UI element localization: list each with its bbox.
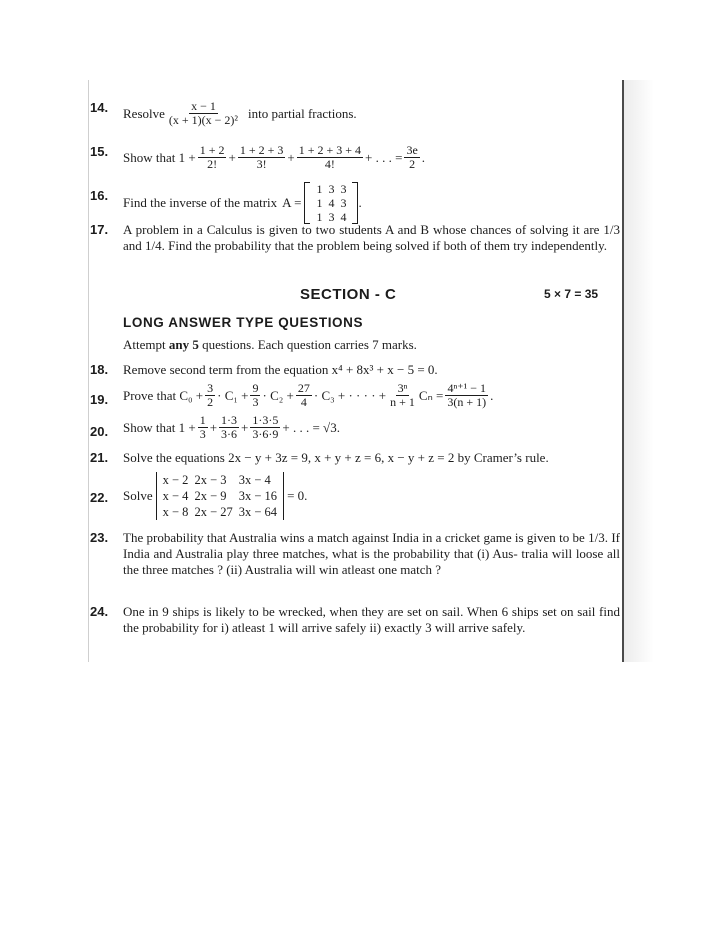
q19-fraction-1 <box>205 382 215 409</box>
q19-term: · C₁ + <box>217 387 249 403</box>
instr-part: Attempt <box>123 337 169 352</box>
q20-fraction-2 <box>219 414 239 441</box>
denominator: 3·6·9 <box>252 427 279 441</box>
q15-prefix: Show that 1 + <box>123 149 196 165</box>
numerator: 1 + 2 <box>199 143 225 157</box>
q15-end: . <box>421 149 426 165</box>
denominator: 3! <box>256 157 267 171</box>
numerator: 1 <box>199 413 206 427</box>
q14-suffix: into partial fractions. <box>248 105 357 121</box>
denominator: 4 <box>300 395 307 409</box>
denominator: (x + 1)(x − 2)² <box>168 113 239 127</box>
denominator: 2 <box>409 157 416 171</box>
q19-prefix: Prove that C₀ + <box>123 387 204 403</box>
section-instructions <box>123 337 417 353</box>
q15-fraction-4 <box>404 144 419 171</box>
matrix-cell: 1 <box>316 210 323 224</box>
q19-fraction-5 <box>445 382 488 409</box>
q15-fraction-1 <box>198 144 227 171</box>
question-number: 23. <box>90 530 109 545</box>
numerator: 1 + 2 + 3 + 4 <box>298 143 362 157</box>
det-cell: 3x − 64 <box>238 505 278 519</box>
q14-prefix: Resolve <box>123 105 165 121</box>
numerator: 3ⁿ <box>397 381 408 395</box>
q19-fraction-4 <box>388 382 417 409</box>
q22-prefix: Solve <box>123 488 153 503</box>
q19-fraction-3 <box>296 382 312 409</box>
numerator: x − 1 <box>191 99 216 113</box>
denominator: 3·6 <box>221 427 238 441</box>
question-number: 17. <box>90 222 109 237</box>
q15-ellipsis: + . . . = <box>365 149 403 165</box>
q18-text: Remove second term from the equation x⁴ + 8x³ + x − 5 = 0. <box>123 362 438 377</box>
denominator: 2 <box>207 395 214 409</box>
matrix-cell: 1 <box>316 182 323 196</box>
q17-text: A problem in a Calculus is given to two students A and B whose chances of solving it are 1/3 and 1/4. Find the probability that the problem being solved if both of them try independently. <box>123 222 620 253</box>
section-subheading: LONG ANSWER TYPE QUESTIONS <box>123 315 364 330</box>
q19-end: . <box>490 387 494 403</box>
page-left-edge <box>88 80 89 662</box>
det-cell: x − 2 <box>162 473 189 487</box>
numerator: 1 + 2 + 3 <box>239 143 284 157</box>
q21-text: Solve the equations 2x − y + 3z = 9, x + y + z = 6, x − y + z = 2 by Cramer’s rule. <box>123 450 549 465</box>
question-number: 24. <box>90 604 109 619</box>
matrix-cell: 3 <box>328 210 335 224</box>
question-number: 21. <box>90 450 109 465</box>
denominator: n + 1 <box>390 395 415 409</box>
q20-fraction-3 <box>250 414 280 441</box>
instr-part: questions. Each question carries 7 marks. <box>198 337 417 352</box>
question-number: 16. <box>90 188 109 203</box>
q19-fraction-2 <box>250 382 260 409</box>
numerator: 4ⁿ⁺¹ − 1 <box>447 381 486 395</box>
question-number: 20. <box>90 424 109 439</box>
numerator: 27 <box>297 381 310 395</box>
numerator: 1·3 <box>221 413 238 427</box>
question-number: 15. <box>90 144 109 159</box>
det-cell: x − 4 <box>162 489 189 503</box>
denominator: 3 <box>199 427 206 441</box>
matrix-cell: 3 <box>340 196 347 210</box>
denominator: 4! <box>324 157 335 171</box>
matrix-A <box>304 182 358 224</box>
numerator: 3 <box>207 381 214 395</box>
q20-fraction-1 <box>198 414 208 441</box>
numerator: 1·3·5 <box>252 413 279 427</box>
determinant <box>156 472 284 520</box>
section-title: SECTION - C <box>300 286 397 303</box>
q19-term: · C₂ + <box>262 387 294 403</box>
question-number: 22. <box>90 490 109 505</box>
q15-fraction-3 <box>297 144 363 171</box>
question-number: 14. <box>90 100 109 115</box>
matrix-name: A = <box>282 195 302 210</box>
question-number: 19. <box>90 392 109 407</box>
q14-fraction <box>167 100 240 127</box>
matrix-cell: 3 <box>328 182 335 196</box>
denominator: 3(n + 1) <box>447 395 487 409</box>
det-cell: 2x − 27 <box>194 505 233 519</box>
section-marks: 5 × 7 = 35 <box>544 287 599 301</box>
denominator: 2! <box>207 157 218 171</box>
numerator: 9 <box>252 381 259 395</box>
q20-end: + . . . = √3. <box>282 419 340 435</box>
q15-fraction-2 <box>238 144 286 171</box>
det-cell: 3x − 4 <box>238 473 271 487</box>
q19-term: · C₃ + · · · · + <box>313 387 387 403</box>
q23-text: The probability that Australia wins a match against India in a cricket game is given to be 1/3. If India and Australia play three matches, what is the probability that (i) Aus- tralia will loose all the three matches ? (ii) Australia will win atleast one match ? <box>123 530 620 577</box>
denominator: 3 <box>252 395 259 409</box>
page-shadow <box>624 80 654 662</box>
matrix-cell: 4 <box>340 210 347 224</box>
det-cell: 2x − 3 <box>194 473 227 487</box>
q24-text: One in 9 ships is likely to be wrecked, when they are set on sail. When 6 ships set on sail find the probability for i) atleast 1 will arrive safely ii) exactly 3 will arrive safely. <box>123 604 620 635</box>
instr-bold: any 5 <box>168 337 199 352</box>
question-number: 18. <box>90 362 109 377</box>
q19-term: Cₙ = <box>418 387 444 403</box>
q16-end: . <box>358 195 362 210</box>
det-cell: 3x − 16 <box>238 489 278 503</box>
numerator: 3e <box>406 143 418 157</box>
det-cell: 2x − 9 <box>194 489 227 503</box>
q20-prefix: Show that 1 + <box>123 419 196 435</box>
matrix-cell: 1 <box>316 196 323 210</box>
matrix-cell: 4 <box>328 196 335 210</box>
det-cell: x − 8 <box>162 505 189 519</box>
q22-end: = 0. <box>287 488 308 503</box>
matrix-cell: 3 <box>340 182 347 196</box>
q16-text: Find the inverse of the matrix <box>123 195 278 210</box>
